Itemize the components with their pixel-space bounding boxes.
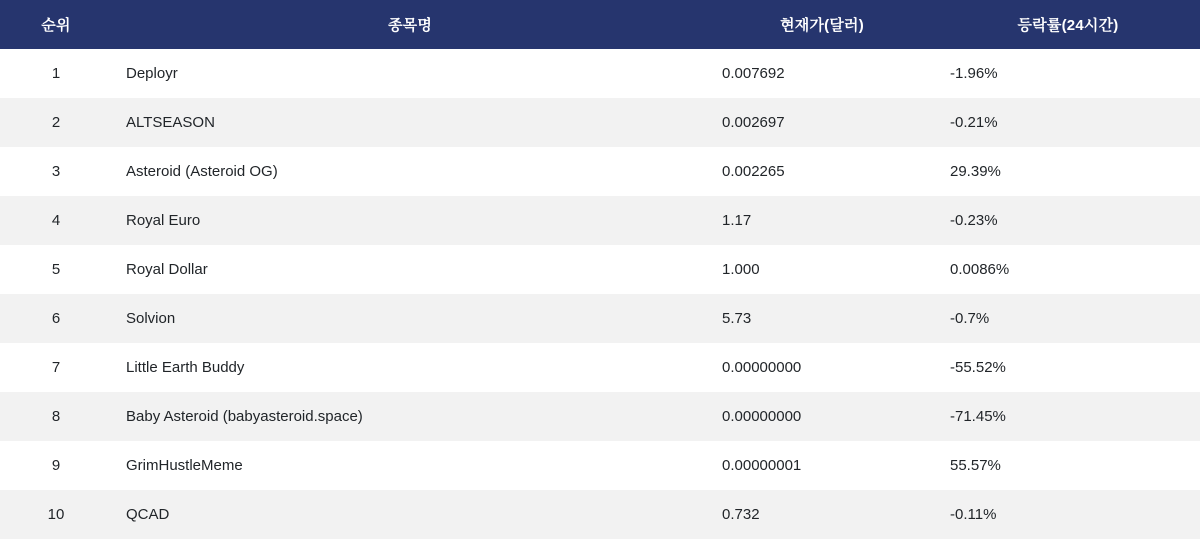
table-row[interactable] bbox=[0, 441, 1200, 490]
cell-rank: 4 bbox=[0, 196, 112, 245]
table-row[interactable] bbox=[0, 196, 1200, 245]
cell-name: Deployr bbox=[112, 49, 708, 98]
table-header bbox=[0, 0, 1200, 49]
cell-price: 0.002265 bbox=[708, 147, 936, 196]
cell-rank: 7 bbox=[0, 343, 112, 392]
cell-price: 0.007692 bbox=[708, 49, 936, 98]
cell-rank: 2 bbox=[0, 98, 112, 147]
cell-price: 5.73 bbox=[708, 294, 936, 343]
table-body bbox=[0, 49, 1200, 539]
table-row[interactable] bbox=[0, 147, 1200, 196]
cell-price: 0.002697 bbox=[708, 98, 936, 147]
cell-price: 0.00000000 bbox=[708, 343, 936, 392]
table-row[interactable] bbox=[0, 343, 1200, 392]
cell-price: 0.00000001 bbox=[708, 441, 936, 490]
cell-rank: 9 bbox=[0, 441, 112, 490]
cell-change: 0.0086% bbox=[936, 245, 1200, 294]
cell-name: Royal Euro bbox=[112, 196, 708, 245]
column-header-name[interactable]: 종목명 bbox=[112, 0, 708, 49]
cell-change: 55.57% bbox=[936, 441, 1200, 490]
cell-rank: 3 bbox=[0, 147, 112, 196]
column-header-price[interactable]: 현재가(달러) bbox=[708, 0, 936, 49]
cell-rank: 1 bbox=[0, 49, 112, 98]
cell-change: -1.96% bbox=[936, 49, 1200, 98]
cell-name: ALTSEASON bbox=[112, 98, 708, 147]
cell-change: -0.23% bbox=[936, 196, 1200, 245]
cell-name: Baby Asteroid (babyasteroid.space) bbox=[112, 392, 708, 441]
cell-name: Asteroid (Asteroid OG) bbox=[112, 147, 708, 196]
cell-change: -0.21% bbox=[936, 98, 1200, 147]
table-header-row bbox=[0, 0, 1200, 49]
table-row[interactable] bbox=[0, 245, 1200, 294]
cell-rank: 8 bbox=[0, 392, 112, 441]
table-row[interactable] bbox=[0, 49, 1200, 98]
cell-name: Little Earth Buddy bbox=[112, 343, 708, 392]
cell-change: -0.7% bbox=[936, 294, 1200, 343]
cell-rank: 5 bbox=[0, 245, 112, 294]
column-header-rank[interactable]: 순위 bbox=[0, 0, 112, 49]
table-row[interactable] bbox=[0, 392, 1200, 441]
cell-name: Royal Dollar bbox=[112, 245, 708, 294]
cell-rank: 10 bbox=[0, 490, 112, 539]
cell-change: -71.45% bbox=[936, 392, 1200, 441]
cell-price: 0.732 bbox=[708, 490, 936, 539]
table-row[interactable] bbox=[0, 490, 1200, 539]
cell-price: 1.000 bbox=[708, 245, 936, 294]
cell-name: QCAD bbox=[112, 490, 708, 539]
table-row[interactable] bbox=[0, 98, 1200, 147]
table-row[interactable] bbox=[0, 294, 1200, 343]
cell-change: 29.39% bbox=[936, 147, 1200, 196]
cell-price: 1.17 bbox=[708, 196, 936, 245]
column-header-change[interactable]: 등락률(24시간) bbox=[936, 0, 1200, 49]
cell-change: -0.11% bbox=[936, 490, 1200, 539]
cell-name: GrimHustleMeme bbox=[112, 441, 708, 490]
cell-price: 0.00000000 bbox=[708, 392, 936, 441]
cell-name: Solvion bbox=[112, 294, 708, 343]
cell-change: -55.52% bbox=[936, 343, 1200, 392]
cell-rank: 6 bbox=[0, 294, 112, 343]
